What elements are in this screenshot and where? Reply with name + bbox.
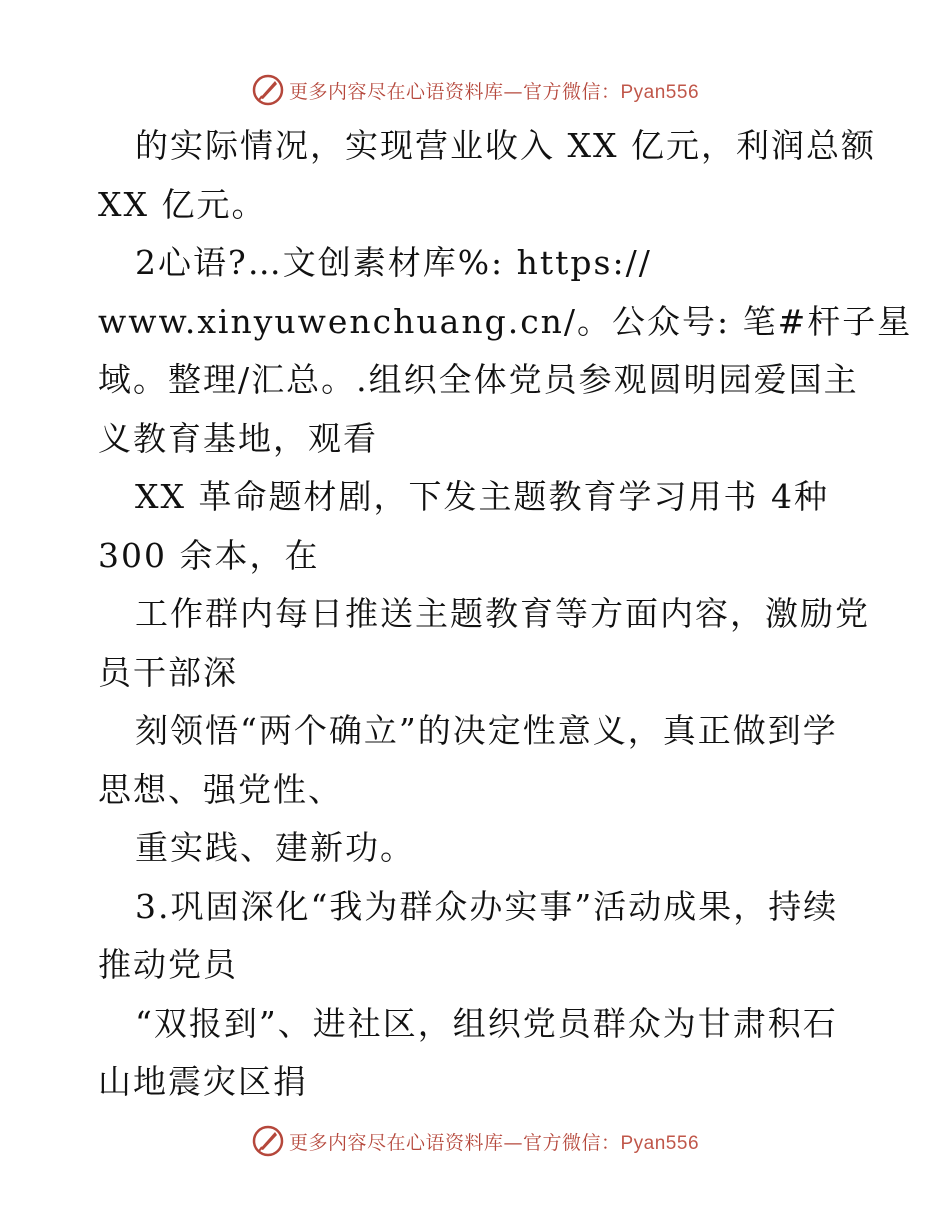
text-line: 的实际情况，实现营业收入 XX 亿元，利润总额: [135, 126, 876, 165]
text-line: 重实践、建新功。: [135, 828, 415, 867]
footer-watermark: [0, 1121, 950, 1161]
watermark-handle: Pyan556: [620, 1132, 700, 1154]
text-line: www.xinyuwenchuang.cn/。公众号: 笔#杆子星: [98, 301, 913, 341]
text-line: 员干部深: [98, 652, 238, 692]
watermark-handle: Pyan556: [620, 81, 700, 103]
text-line: 思想、强党性、: [98, 769, 343, 809]
text-line: 推动党员: [98, 945, 238, 984]
text-line: 2心语?…文创素材库%: https://: [135, 243, 652, 282]
watermark-site-text: 更多内容尽在心语资料库—官方微信：: [288, 80, 621, 103]
text-line: 义教育基地，观看: [98, 418, 378, 458]
quill-pen-icon: [251, 1124, 285, 1158]
text-line: 山地震灾区捐: [98, 1062, 308, 1101]
text-line: 300 余本，在: [98, 535, 320, 575]
text-line: XX 亿元。: [98, 184, 267, 224]
text-line: 工作群内每日推送主题教育等方面内容，激励党: [135, 594, 870, 633]
text-line: 3.巩固深化“我为群众办实事”活动成果，持续: [135, 886, 839, 926]
text-line: “双报到”、进社区，组织党员群众为甘肃积石: [135, 1003, 838, 1043]
watermark-site-text: 更多内容尽在心语资料库—官方微信：: [288, 1131, 621, 1154]
header-watermark: [0, 70, 950, 110]
watermark-text: [289, 77, 699, 104]
watermark-text: [289, 1128, 699, 1155]
text-line: XX 革命题材剧，下发主题教育学习用书 4种: [135, 477, 829, 516]
text-line: 刻领悟“两个确立”的决定性意义，真正做到学: [135, 711, 838, 750]
text-line: 域。整理/汇总。.组织全体党员参观圆明园爱国主: [98, 360, 859, 399]
quill-pen-icon: [251, 73, 285, 107]
document-body: [98, 117, 913, 1112]
